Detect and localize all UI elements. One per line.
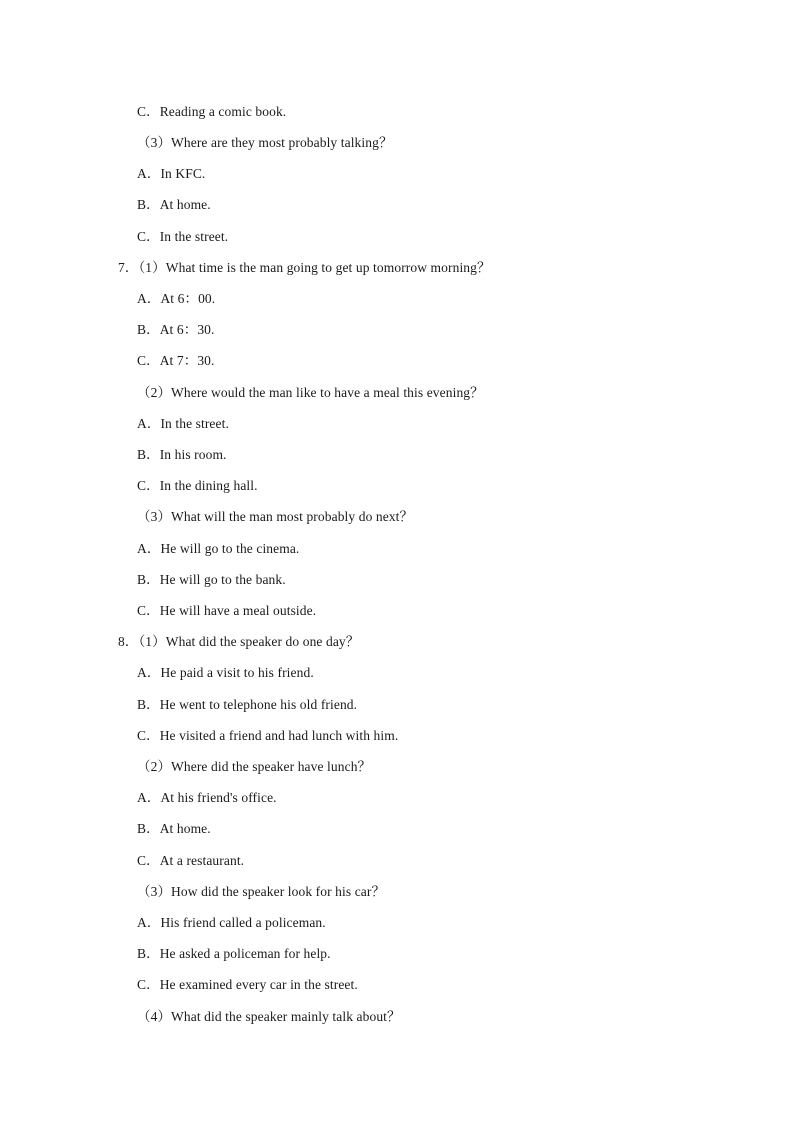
option-line: C．In the street. xyxy=(137,229,229,244)
sub-question-line: （3）Where are they most probably talking？ xyxy=(137,135,393,150)
option-line: B．He went to telephone his old friend. xyxy=(137,697,358,712)
option-line: A．In KFC. xyxy=(137,166,206,181)
option-line: A．At his friend's office. xyxy=(137,790,277,805)
option-line: B．At home. xyxy=(137,197,211,212)
option-line: C．Reading a comic book. xyxy=(137,104,287,119)
option-line: B．At home. xyxy=(137,821,211,836)
sub-question-line: （4）What did the speaker mainly talk about？ xyxy=(137,1009,401,1024)
sub-question-line: （2）Where would the man like to have a meal this evening？ xyxy=(137,385,484,400)
sub-question-line: （3）What will the man most probably do next？ xyxy=(137,509,414,524)
option-line: B．In his room. xyxy=(137,447,227,462)
option-line: B．He will go to the bank. xyxy=(137,572,286,587)
option-line: C．At a restaurant. xyxy=(137,853,245,868)
option-line: C．He visited a friend and had lunch with him. xyxy=(137,728,399,743)
sub-question-line: （2）Where did the speaker have lunch？ xyxy=(137,759,372,774)
option-line: C．In the dining hall. xyxy=(137,478,258,493)
option-line: A．In the street. xyxy=(137,416,229,431)
option-line: A．His friend called a policeman. xyxy=(137,915,326,930)
option-line: A．At 6：00. xyxy=(137,291,216,306)
sub-question-line: （3）How did the speaker look for his car？ xyxy=(137,884,386,899)
question-line: 8．（1）What did the speaker do one day？ xyxy=(118,634,360,649)
option-line: C．He will have a meal outside. xyxy=(137,603,317,618)
option-line: C．At 7：30. xyxy=(137,353,215,368)
option-line: B．He asked a policeman for help. xyxy=(137,946,331,961)
option-line: C．He examined every car in the street. xyxy=(137,977,358,992)
option-line: A．He will go to the cinema. xyxy=(137,541,300,556)
option-line: B．At 6：30. xyxy=(137,322,215,337)
question-line: 7．（1）What time is the man going to get up tomorrow morning？ xyxy=(118,260,491,275)
option-line: A．He paid a visit to his friend. xyxy=(137,665,314,680)
